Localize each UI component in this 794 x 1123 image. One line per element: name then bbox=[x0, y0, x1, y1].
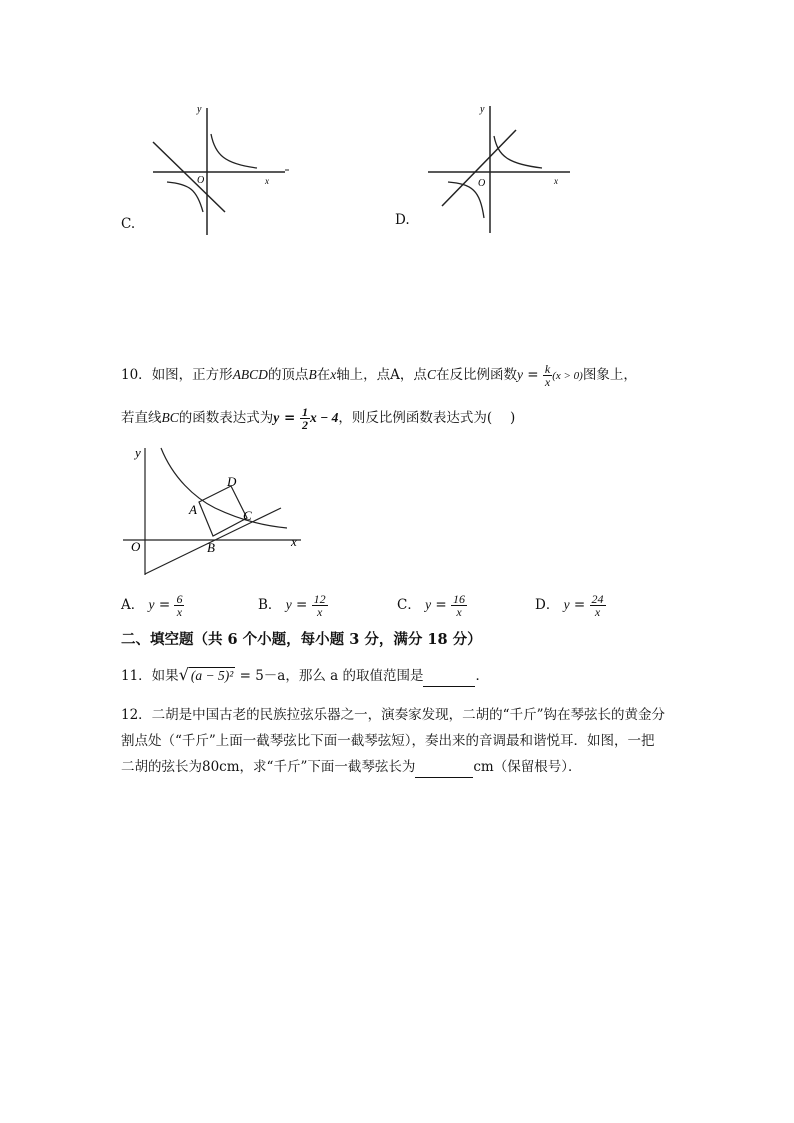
fig-point-b: B bbox=[207, 540, 215, 555]
graph-d-y-label: y bbox=[480, 104, 485, 115]
q10-line1: 10．如图，正方形ABCD的顶点B在x轴上，点A，点C在反比例函数y = $\frac{k}{x}$ (x > 0)图象上， bbox=[121, 362, 637, 389]
q11-line: 11．如果√ (a − 5)² = 5－a，那么 a 的取值范围是 ． bbox=[121, 665, 489, 687]
q11-answer-blank[interactable] bbox=[423, 666, 475, 687]
graph-c-y-label: y bbox=[197, 104, 202, 115]
q10-line2: 若直线BC的函数表达式为y = $\frac{1}{2}$ x − 4，则反比例函数表达式为( ) bbox=[121, 405, 516, 432]
sqrt-expression: √ (a − 5)² bbox=[178, 665, 234, 684]
q12-answer-blank[interactable] bbox=[415, 757, 473, 778]
option-d-label: D. bbox=[395, 212, 410, 228]
q10-option-b: B． y = $\frac{12}{x}$ bbox=[258, 592, 326, 619]
q12-line2: 割点处（“千斤”上面一截琴弦比下面一截琴弦短），奏出来的音调最和谐悦耳．如图，一把 bbox=[121, 733, 655, 749]
graph-d-origin-label: O bbox=[478, 178, 486, 189]
graph-d-x-label: x bbox=[554, 176, 558, 186]
q12-line1: 12．二胡是中国古老的民族拉弦乐器之一，演奏家发现，二胡的“千斤”钩在琴弦长的黄金分 bbox=[121, 707, 665, 723]
q10-option-a: A． y = $\frac{6}{x}$ bbox=[121, 592, 183, 619]
fig-point-a: A bbox=[189, 502, 197, 517]
graph-option-d bbox=[420, 98, 580, 238]
func-k-over-x: $\frac{k}{x}$ bbox=[544, 362, 551, 389]
graph-c-origin-label: O bbox=[197, 175, 205, 186]
fig-point-c: C bbox=[243, 508, 252, 523]
graph-c-x-label: x bbox=[265, 176, 269, 186]
q12-line3: 二胡的弦长为80cm，求“千斤”下面一截琴弦长为 cm（保留根号）． bbox=[121, 757, 581, 778]
fig-y-label: y bbox=[135, 445, 141, 460]
fig-point-d: D bbox=[227, 474, 237, 489]
graph-option-c bbox=[145, 100, 295, 240]
q10-figure bbox=[115, 440, 315, 580]
option-c-label: C. bbox=[121, 216, 136, 232]
fig-origin-label: O bbox=[131, 539, 141, 554]
fig-x-label: x bbox=[291, 534, 297, 549]
section-heading-fill-in: 二、填空题（共 6 个小题，每小题 3 分，满分 18 分） bbox=[121, 631, 482, 648]
q10-option-d: D． y = $\frac{24}{x}$ bbox=[535, 592, 604, 619]
line-fraction: $\frac{1}{2}$ bbox=[301, 405, 308, 432]
q10-option-c: C． y = $\frac{16}{x}$ bbox=[397, 592, 466, 619]
